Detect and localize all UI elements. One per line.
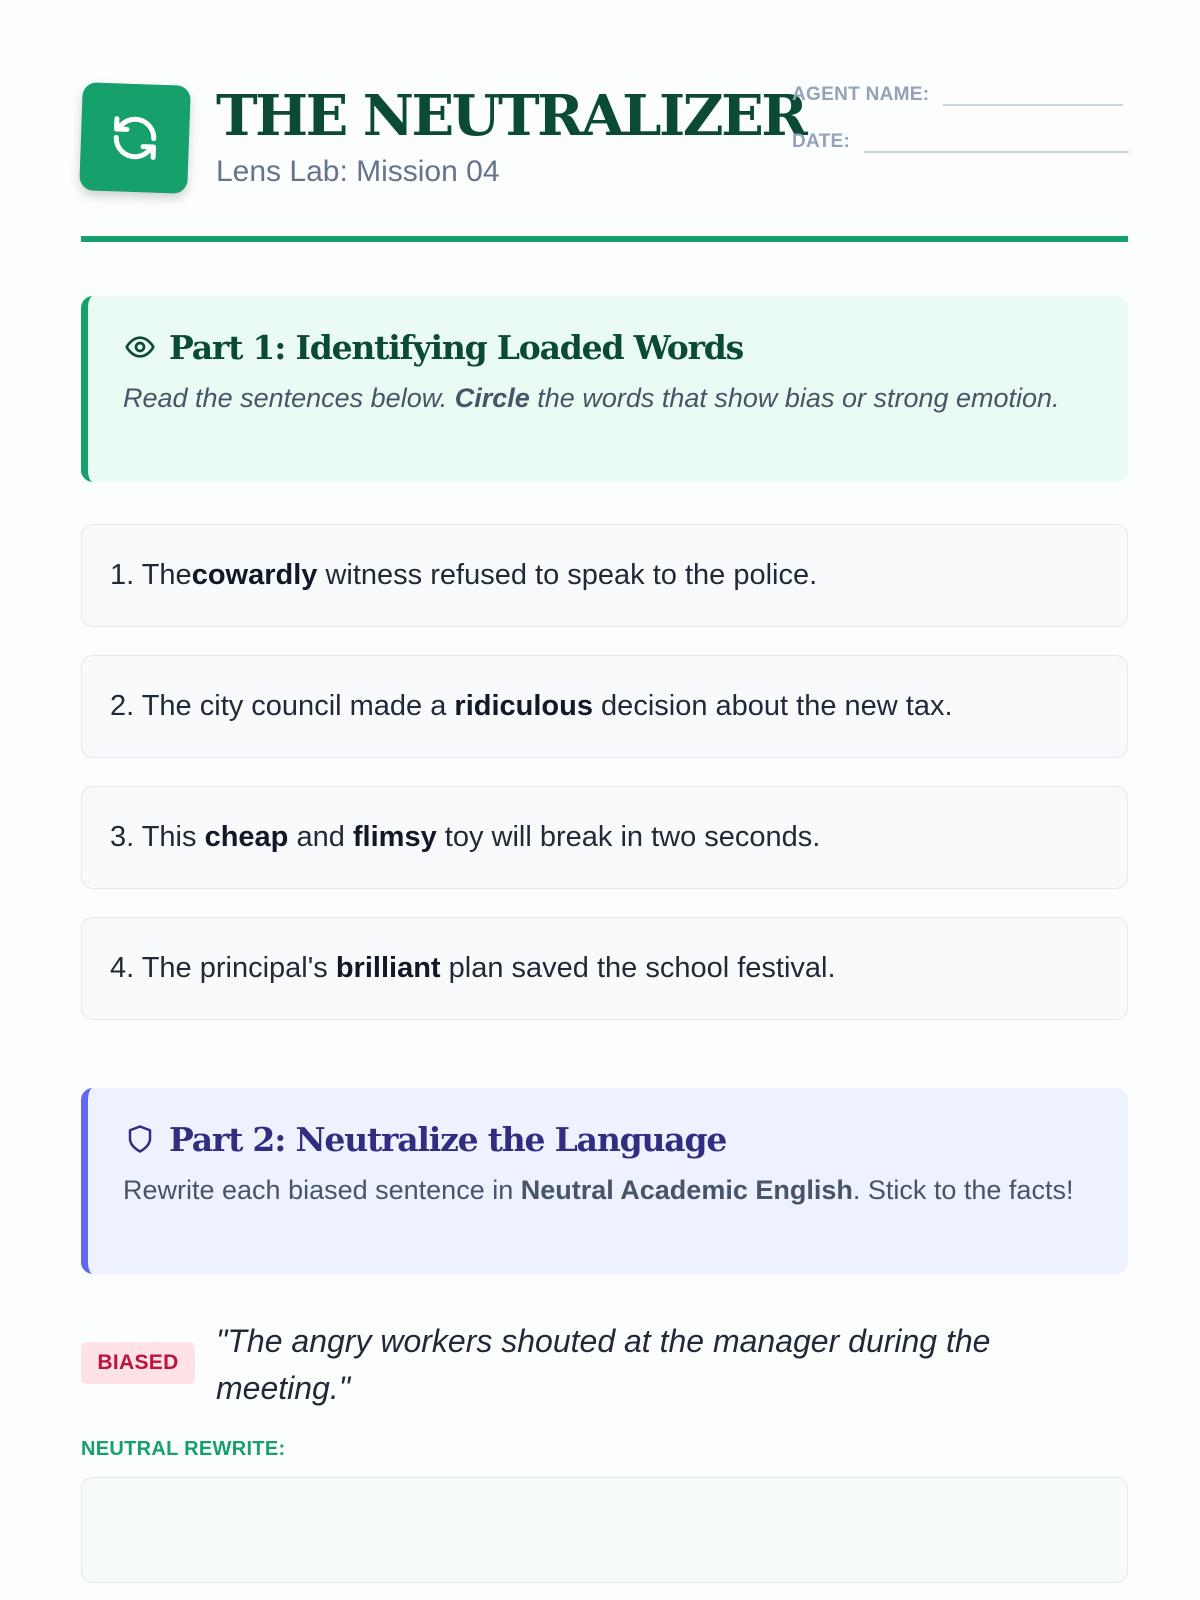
sentence-text: witness refused to speak to the police.	[317, 559, 818, 591]
part1-heading	[123, 326, 1094, 368]
loaded-word[interactable]: brilliant	[335, 952, 441, 984]
part2-heading	[123, 1118, 1094, 1160]
sentence-card	[81, 524, 1128, 627]
page-subtitle: Lens Lab: Mission 04	[216, 155, 500, 188]
part2-instructions	[123, 1170, 1083, 1210]
part1-instruction-emphasis: Circle	[454, 383, 530, 413]
part2-panel	[81, 1088, 1128, 1274]
sentence-card	[81, 917, 1128, 1020]
sentence-card	[81, 655, 1128, 758]
part1-panel	[81, 296, 1128, 482]
part2-instruction-emphasis: Neutral Academic English	[520, 1175, 853, 1205]
logo-badge	[79, 82, 191, 194]
sentence-text: decision about the new tax.	[593, 690, 953, 722]
worksheet	[81, 0, 1128, 1460]
sentence-text: 2. The city council made a	[110, 690, 455, 722]
refresh-icon	[109, 112, 161, 164]
part1-instructions	[123, 378, 1083, 418]
part2-instruction-text: Rewrite each biased sentence in	[123, 1175, 521, 1205]
page-title: THE NEUTRALIZER	[216, 83, 806, 149]
agent-name-field[interactable]	[943, 84, 1123, 106]
neutral-rewrite-label: NEUTRAL REWRITE:	[81, 1438, 286, 1460]
sentence-text: and	[288, 821, 353, 853]
sentence-card	[81, 786, 1128, 889]
date-label: DATE:	[792, 131, 851, 152]
eye-icon	[123, 330, 157, 364]
sentence-text: 1. The	[110, 559, 192, 591]
agent-name-label: AGENT NAME:	[792, 84, 930, 105]
date-row	[792, 131, 1129, 153]
header-divider	[81, 236, 1128, 242]
biased-sentence: "The angry workers shouted at the manager during the meeting."	[216, 1323, 991, 1406]
biased-badge: BIASED	[81, 1342, 195, 1384]
shield-icon	[123, 1122, 157, 1156]
part1-title: Part 1: Identifying Loaded Words	[169, 327, 744, 367]
neutral-rewrite-field[interactable]	[81, 1477, 1128, 1583]
sentence-text: toy will break in two seconds.	[436, 821, 821, 853]
loaded-word[interactable]: cowardly	[191, 559, 318, 591]
loaded-word[interactable]: cheap	[204, 821, 289, 853]
part2-instruction-text-end: . Stick to the facts!	[852, 1175, 1074, 1205]
date-field[interactable]	[864, 131, 1129, 153]
worksheet-header	[81, 0, 1128, 245]
agent-name-row	[792, 84, 1123, 106]
sentence-text: plan saved the school festival.	[440, 952, 836, 984]
loaded-word[interactable]: flimsy	[352, 821, 437, 853]
part1-instruction-text-end: the words that show bias or strong emotion.	[529, 383, 1060, 413]
sentence-text: 4. The principal's	[110, 952, 336, 984]
part2-title: Part 2: Neutralize the Language	[169, 1119, 727, 1159]
part1-instruction-text: Read the sentences below.	[123, 383, 455, 413]
loaded-word[interactable]: ridiculous	[454, 690, 593, 722]
sentence-text: 3. This	[110, 821, 205, 853]
